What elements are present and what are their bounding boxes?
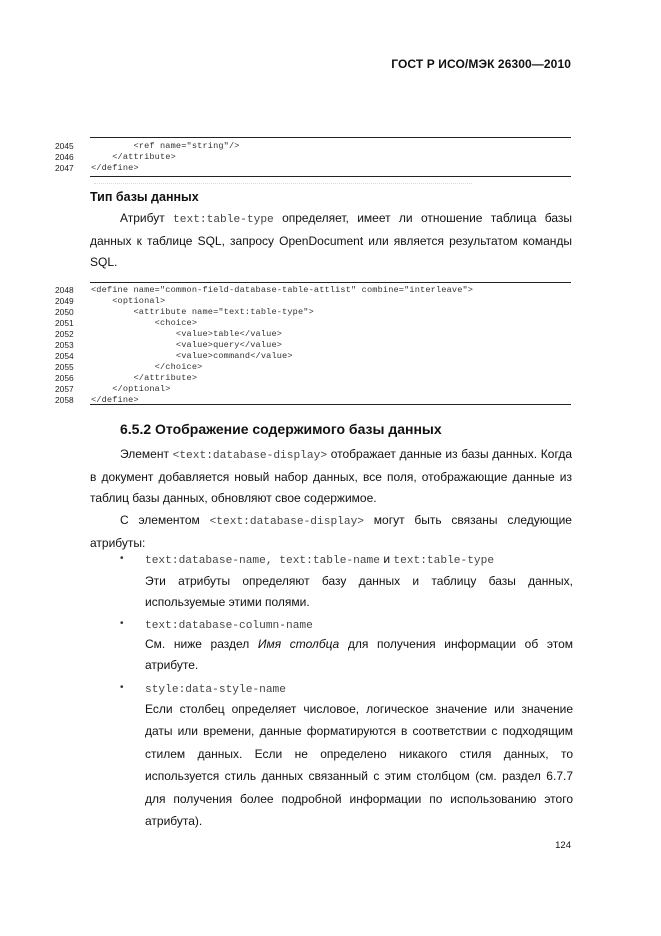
- code-line: [55, 373, 575, 384]
- line-number: 2058: [55, 395, 74, 405]
- code-text: </define>: [91, 395, 139, 405]
- code-text: style:data-style-name: [145, 684, 286, 696]
- line-number: 2046: [55, 152, 74, 162]
- bullet-item-3-description: Если столбец определяет числовое, логическое значение или значение даты или времени, данные форматируются в соответствии с подходящим стилем данных. Если не определено никакого стиля данных, то используется стиль данных связанный с этим столбцом (см. раздел 6.7.7 для получения более подробной информации по использованию этого атрибута).: [145, 702, 573, 829]
- code-line: [55, 340, 575, 351]
- paragraph-database-display: [90, 444, 572, 509]
- code-line: [55, 329, 575, 340]
- code-line: [55, 285, 575, 296]
- code-listing-2: [55, 285, 575, 406]
- code-listing-1: [55, 141, 575, 174]
- bullet-item-1-attributes: [145, 549, 573, 572]
- code-text: </attribute>: [91, 152, 176, 162]
- section-heading-table-type: Тип базы данных: [90, 190, 199, 204]
- code-rule-bottom: [90, 176, 571, 177]
- code-text: <value>query</value>: [91, 340, 283, 350]
- code-text: <optional>: [91, 296, 166, 306]
- code-line: [55, 163, 575, 174]
- code-line: [55, 152, 575, 163]
- code-line: [55, 141, 575, 152]
- line-number: 2051: [55, 318, 74, 328]
- bullet-marker-1: •: [120, 553, 124, 564]
- text: отображает данные из базы данных. Когда в документ добавляется новый набор данных, все поля, отображающие данные из таблиц базы данных, обновляют свое содержимое.: [90, 447, 572, 505]
- code-line: [55, 296, 575, 307]
- line-number: 2055: [55, 362, 74, 372]
- line-number: 2045: [55, 141, 74, 151]
- bullet-item-2-description: [145, 634, 573, 676]
- code-text: </define>: [91, 163, 139, 173]
- line-number: 2053: [55, 340, 74, 350]
- bullet-marker-2: •: [120, 618, 124, 629]
- text: и: [379, 552, 394, 566]
- line-number: 2052: [55, 329, 74, 339]
- bullet-item-1-description: Эти атрибуты определяют базу данных и таблицу базы данных, используемые этими полями.: [145, 574, 573, 609]
- code-rule-top: [90, 137, 571, 138]
- paragraph-table-type: [90, 208, 572, 273]
- text: Элемент: [120, 447, 173, 461]
- code-text: text:table-type: [393, 555, 495, 567]
- code-text: <value>table</value>: [91, 329, 283, 339]
- text: Атрибут: [120, 211, 174, 225]
- code-text: </choice>: [91, 362, 203, 372]
- code-text-database-display-2: <text:database-display>: [209, 516, 365, 528]
- code-rule-top-2: [90, 282, 571, 283]
- code-text: </attribute>: [91, 373, 198, 383]
- bullet-marker-3: •: [120, 682, 124, 693]
- italic-text: Имя столбца: [257, 637, 340, 651]
- code-text: text:database-name,: [145, 555, 273, 567]
- text: См. ниже раздел: [145, 637, 258, 651]
- code-text: </optional>: [91, 384, 171, 394]
- line-number: 2049: [55, 296, 74, 306]
- faint-separator: [94, 183, 472, 184]
- text: определяет, имеет ли отношение таблица базы данных к таблице SQL, запросу OpenDocument или является результатом команды SQL.: [90, 211, 572, 269]
- line-number: 2057: [55, 384, 74, 394]
- code-text: <define name="common-field-database-table-attlist" combine="interleave">: [91, 285, 474, 295]
- code-text-table-type: text:table-type: [173, 214, 274, 226]
- page-number: 124: [555, 840, 571, 851]
- line-number: 2050: [55, 307, 74, 317]
- text: С элементом: [120, 513, 210, 527]
- code-rule-bottom-2: [90, 404, 571, 405]
- line-number: 2047: [55, 163, 74, 173]
- code-text: text:table-name: [272, 555, 380, 567]
- code-line: [55, 307, 575, 318]
- code-line: [55, 351, 575, 362]
- code-line: [55, 318, 575, 329]
- code-line: [55, 362, 575, 373]
- line-number: 2056: [55, 373, 74, 383]
- code-text: <ref name="string"/>: [91, 141, 240, 151]
- paragraph-attributes-intro: [90, 510, 572, 554]
- text: могут быть связаны следующие атрибуты:: [90, 513, 572, 550]
- document-header: ГОСТ Р ИСО/МЭК 26300—2010: [391, 57, 571, 71]
- code-text: <attribute name="text:table-type">: [91, 307, 314, 317]
- code-text: <choice>: [91, 318, 198, 328]
- code-text: <value>command</value>: [91, 351, 293, 361]
- text: для получения информации об этом атрибуте.: [145, 637, 574, 672]
- code-text: text:database-column-name: [145, 620, 313, 632]
- line-number: 2048: [55, 285, 74, 295]
- section-heading-database-display: 6.5.2 Отображение содержимого базы данных: [120, 421, 442, 437]
- code-text-database-display: <text:database-display>: [172, 450, 328, 462]
- code-line: [55, 384, 575, 395]
- line-number: 2054: [55, 351, 74, 361]
